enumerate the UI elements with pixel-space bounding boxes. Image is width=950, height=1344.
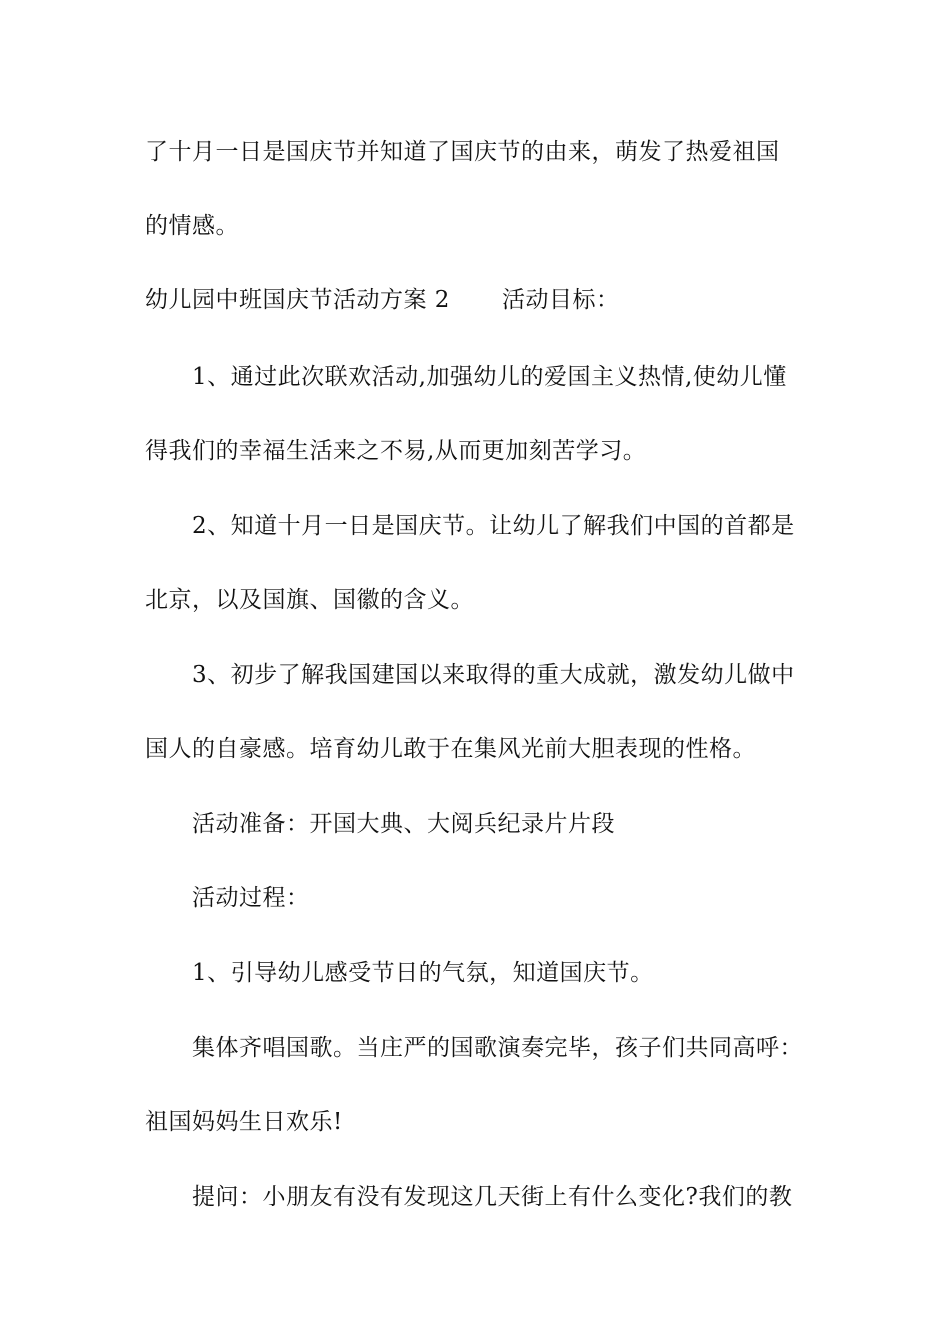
paragraph-line: 1、引导幼儿感受节日的气氛，知道国庆节。 <box>192 960 654 986</box>
subheading-goals: 活动目标： <box>501 287 620 313</box>
paragraph-line: 1、通过此次联欢活动,加强幼儿的爱国主义热情,使幼儿懂 <box>192 364 787 390</box>
section-heading-line <box>145 285 825 315</box>
section-title: 幼儿园中班国庆节活动方案 2 <box>145 287 450 313</box>
paragraph-line: 北京，以及国旗、国徽的含义。 <box>145 587 474 613</box>
paragraph-line: 了十月一日是国庆节并知道了国庆节的由来，萌发了热爱祖国 <box>145 139 780 165</box>
paragraph-line: 祖国妈妈生日欢乐! <box>145 1109 343 1135</box>
paragraph-line: 活动准备：开国大典、大阅兵纪录片片段 <box>192 811 615 837</box>
paragraph-line: 3、初步了解我国建国以来取得的重大成就，激发幼儿做中 <box>192 662 795 688</box>
paragraph-line: 国人的自豪感。培育幼儿敢于在集风光前大胆表现的性格。 <box>145 736 756 762</box>
paragraph-line: 的情感。 <box>145 213 239 239</box>
paragraph-line: 提问：小朋友有没有发现这几天街上有什么变化?我们的教 <box>192 1184 793 1210</box>
paragraph-line: 集体齐唱国歌。当庄严的国歌演奏完毕，孩子们共同高呼： <box>192 1035 803 1061</box>
paragraph-line: 2、知道十月一日是国庆节。让幼儿了解我们中国的首都是 <box>192 513 795 539</box>
paragraph-line: 得我们的幸福生活来之不易,从而更加刻苦学习。 <box>145 438 647 464</box>
paragraph-line: 活动过程： <box>192 885 310 911</box>
